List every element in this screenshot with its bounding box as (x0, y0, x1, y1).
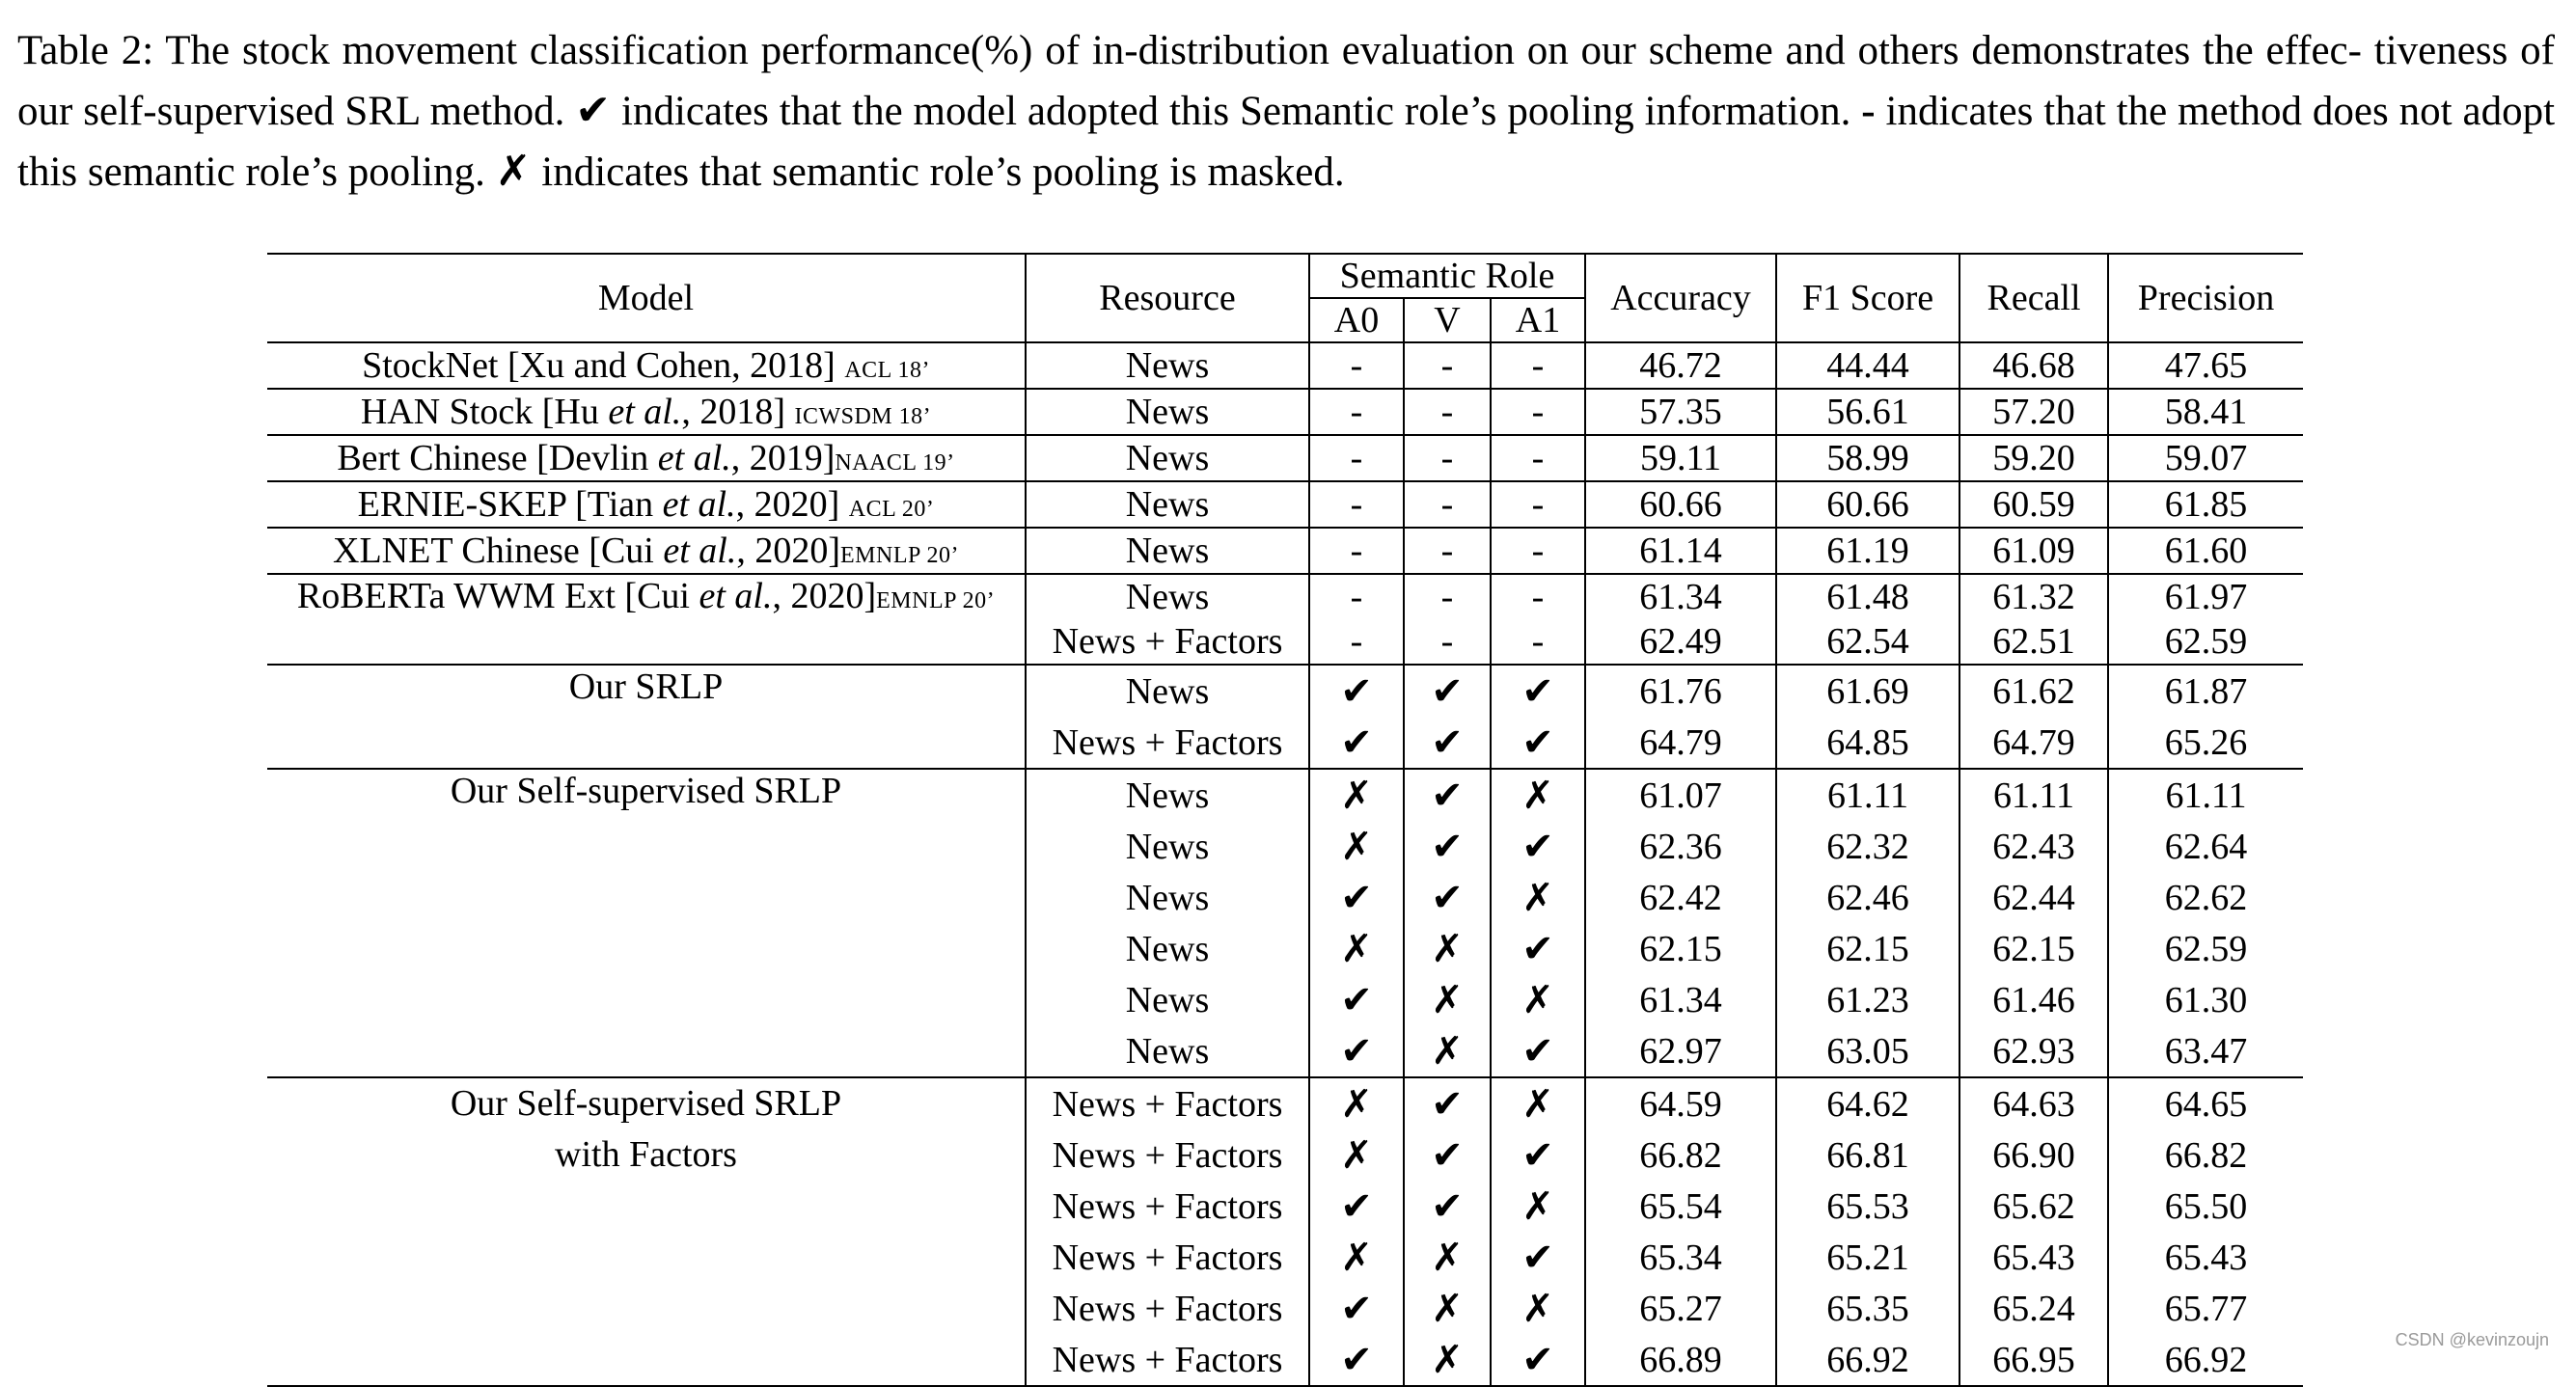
v-cell: - (1404, 619, 1491, 665)
v-cell: - (1404, 574, 1491, 619)
a0-cell: - (1309, 435, 1404, 481)
accuracy-cell: 61.14 (1585, 528, 1776, 574)
resource-cell: News (1026, 528, 1309, 574)
f1-cell: 65.21 (1776, 1232, 1959, 1283)
v-cell: ✔ (1404, 1181, 1491, 1232)
a1-cell: - (1491, 342, 1585, 389)
f1-cell: 58.99 (1776, 435, 1959, 481)
table-row (267, 389, 2303, 435)
f1-cell: 61.23 (1776, 974, 1959, 1025)
a1-cell: ✗ (1491, 872, 1585, 923)
header-precision: Precision (2108, 254, 2303, 342)
precision-cell: 64.65 (2108, 1077, 2303, 1129)
model-name: Our Self-supervised SRLP with Factors (267, 1077, 1026, 1386)
a1-cell: - (1491, 619, 1585, 665)
table-row (267, 481, 2303, 528)
accuracy-cell: 64.59 (1585, 1077, 1776, 1129)
a1-cell: ✗ (1491, 1283, 1585, 1334)
v-cell: ✗ (1404, 1232, 1491, 1283)
accuracy-cell: 62.42 (1585, 872, 1776, 923)
resource-cell: News (1026, 574, 1309, 619)
a1-cell: ✔ (1491, 1232, 1585, 1283)
a0-cell: ✔ (1309, 974, 1404, 1025)
accuracy-cell: 64.79 (1585, 717, 1776, 769)
resource-cell: News + Factors (1026, 1129, 1309, 1181)
a0-cell: ✗ (1309, 769, 1404, 821)
f1-cell: 62.54 (1776, 619, 1959, 665)
header-resource: Resource (1026, 254, 1309, 342)
header-semantic-role: Semantic Role (1309, 254, 1585, 298)
accuracy-cell: 57.35 (1585, 389, 1776, 435)
precision-cell: 61.85 (2108, 481, 2303, 528)
f1-cell: 62.46 (1776, 872, 1959, 923)
a1-cell: ✗ (1491, 1077, 1585, 1129)
recall-cell: 62.44 (1959, 872, 2108, 923)
recall-cell: 62.15 (1959, 923, 2108, 974)
recall-cell: 62.43 (1959, 821, 2108, 872)
accuracy-cell: 59.11 (1585, 435, 1776, 481)
f1-cell: 61.11 (1776, 769, 1959, 821)
precision-cell: 62.62 (2108, 872, 2303, 923)
model-name: StockNet [Xu and Cohen, 2018] ACL 18’ (267, 342, 1026, 389)
recall-cell: 62.51 (1959, 619, 2108, 665)
recall-cell: 61.46 (1959, 974, 2108, 1025)
table-row (267, 665, 2303, 717)
accuracy-cell: 62.49 (1585, 619, 1776, 665)
precision-cell: 65.43 (2108, 1232, 2303, 1283)
f1-cell: 61.48 (1776, 574, 1959, 619)
precision-cell: 62.59 (2108, 923, 2303, 974)
recall-cell: 61.32 (1959, 574, 2108, 619)
resource-cell: News (1026, 435, 1309, 481)
recall-cell: 65.24 (1959, 1283, 2108, 1334)
a0-cell: ✗ (1309, 923, 1404, 974)
precision-cell: 61.97 (2108, 574, 2303, 619)
a0-cell: ✔ (1309, 1181, 1404, 1232)
accuracy-cell: 46.72 (1585, 342, 1776, 389)
v-cell: ✔ (1404, 1077, 1491, 1129)
caption-text-1: Table 2: The stock movement classification performance(%) of in-distribution evaluation on our scheme and others demonstrates the effec- tiveness of our self-supervised SRL method. (17, 28, 2555, 134)
f1-cell: 64.62 (1776, 1077, 1959, 1129)
recall-cell: 61.62 (1959, 665, 2108, 717)
caption-text-2: indicates that the model adopted this Semantic role’s pooling information. (621, 89, 1851, 134)
a0-cell: ✔ (1309, 1283, 1404, 1334)
a1-cell: - (1491, 481, 1585, 528)
f1-cell: 56.61 (1776, 389, 1959, 435)
precision-cell: 61.87 (2108, 665, 2303, 717)
recall-cell: 61.09 (1959, 528, 2108, 574)
resource-cell: News (1026, 389, 1309, 435)
table-row (267, 435, 2303, 481)
accuracy-cell: 66.89 (1585, 1334, 1776, 1386)
recall-cell: 64.63 (1959, 1077, 2108, 1129)
caption-text-3: indicates that the method does not adopt this semantic role’s pooling. (17, 89, 2556, 195)
accuracy-cell: 66.82 (1585, 1129, 1776, 1181)
resource-cell: News (1026, 872, 1309, 923)
v-cell: ✗ (1404, 1334, 1491, 1386)
recall-cell: 46.68 (1959, 342, 2108, 389)
a1-cell: ✔ (1491, 821, 1585, 872)
resource-cell: News (1026, 1025, 1309, 1077)
a1-cell: ✔ (1491, 717, 1585, 769)
f1-cell: 62.15 (1776, 923, 1959, 974)
resource-cell: News + Factors (1026, 619, 1309, 665)
precision-cell: 65.77 (2108, 1283, 2303, 1334)
table-row (267, 574, 2303, 619)
header-a0: A0 (1309, 298, 1404, 342)
accuracy-cell: 65.34 (1585, 1232, 1776, 1283)
f1-cell: 65.35 (1776, 1283, 1959, 1334)
resource-cell: News + Factors (1026, 1181, 1309, 1232)
a0-cell: ✗ (1309, 1232, 1404, 1283)
v-cell: ✗ (1404, 1283, 1491, 1334)
recall-cell: 65.43 (1959, 1232, 2108, 1283)
header-accuracy: Accuracy (1585, 254, 1776, 342)
a0-cell: ✔ (1309, 872, 1404, 923)
a0-cell: ✔ (1309, 1025, 1404, 1077)
a0-cell: - (1309, 481, 1404, 528)
v-cell: ✔ (1404, 872, 1491, 923)
caption-text-4: indicates that semantic role’s pooling is masked. (541, 150, 1345, 195)
model-name: Our SRLP (267, 665, 1026, 769)
recall-cell: 66.95 (1959, 1334, 2108, 1386)
v-cell: ✗ (1404, 974, 1491, 1025)
model-name: RoBERTa WWM Ext [Cui et al., 2020]EMNLP 20’ (267, 574, 1026, 665)
accuracy-cell: 61.07 (1585, 769, 1776, 821)
resource-cell: News (1026, 923, 1309, 974)
check-icon: ✔ (575, 86, 612, 135)
precision-cell: 66.92 (2108, 1334, 2303, 1386)
resource-cell: News (1026, 665, 1309, 717)
a0-cell: ✗ (1309, 821, 1404, 872)
a1-cell: ✔ (1491, 923, 1585, 974)
v-cell: ✗ (1404, 1025, 1491, 1077)
table-row (267, 1077, 2303, 1129)
a1-cell: ✗ (1491, 1181, 1585, 1232)
precision-cell: 65.50 (2108, 1181, 2303, 1232)
header-row (267, 254, 2303, 298)
resource-cell: News (1026, 342, 1309, 389)
f1-cell: 65.53 (1776, 1181, 1959, 1232)
a1-cell: ✔ (1491, 665, 1585, 717)
precision-cell: 47.65 (2108, 342, 2303, 389)
f1-cell: 64.85 (1776, 717, 1959, 769)
model-name: Our Self-supervised SRLP (267, 769, 1026, 1077)
cross-icon: ✗ (495, 147, 532, 196)
resource-cell: News + Factors (1026, 1334, 1309, 1386)
a0-cell: ✔ (1309, 665, 1404, 717)
f1-cell: 66.92 (1776, 1334, 1959, 1386)
v-cell: - (1404, 342, 1491, 389)
recall-cell: 59.20 (1959, 435, 2108, 481)
a0-cell: - (1309, 574, 1404, 619)
precision-cell: 63.47 (2108, 1025, 2303, 1077)
v-cell: - (1404, 528, 1491, 574)
recall-cell: 66.90 (1959, 1129, 2108, 1181)
f1-cell: 61.19 (1776, 528, 1959, 574)
precision-cell: 61.60 (2108, 528, 2303, 574)
header-recall: Recall (1959, 254, 2108, 342)
accuracy-cell: 61.34 (1585, 974, 1776, 1025)
f1-cell: 66.81 (1776, 1129, 1959, 1181)
a1-cell: - (1491, 574, 1585, 619)
precision-cell: 59.07 (2108, 435, 2303, 481)
a1-cell: ✗ (1491, 974, 1585, 1025)
v-cell: - (1404, 435, 1491, 481)
accuracy-cell: 65.27 (1585, 1283, 1776, 1334)
a0-cell: - (1309, 619, 1404, 665)
model-name: ERNIE-SKEP [Tian et al., 2020] ACL 20’ (267, 481, 1026, 528)
watermark: CSDN @kevinzoujn (2395, 1330, 2549, 1349)
recall-cell: 57.20 (1959, 389, 2108, 435)
v-cell: ✔ (1404, 665, 1491, 717)
a1-cell: ✔ (1491, 1129, 1585, 1181)
a1-cell: - (1491, 528, 1585, 574)
a1-cell: ✔ (1491, 1025, 1585, 1077)
accuracy-cell: 65.54 (1585, 1181, 1776, 1232)
precision-cell: 61.30 (2108, 974, 2303, 1025)
a0-cell: - (1309, 342, 1404, 389)
v-cell: ✔ (1404, 821, 1491, 872)
v-cell: ✗ (1404, 923, 1491, 974)
accuracy-cell: 61.34 (1585, 574, 1776, 619)
a1-cell: ✔ (1491, 1334, 1585, 1386)
a1-cell: - (1491, 435, 1585, 481)
table-row (267, 769, 2303, 821)
resource-cell: News + Factors (1026, 717, 1309, 769)
recall-cell: 62.93 (1959, 1025, 2108, 1077)
header-model: Model (267, 254, 1026, 342)
precision-cell: 65.26 (2108, 717, 2303, 769)
precision-cell: 58.41 (2108, 389, 2303, 435)
f1-cell: 63.05 (1776, 1025, 1959, 1077)
accuracy-cell: 62.97 (1585, 1025, 1776, 1077)
f1-cell: 61.69 (1776, 665, 1959, 717)
a0-cell: ✗ (1309, 1129, 1404, 1181)
header-v: V (1404, 298, 1491, 342)
table-row (267, 528, 2303, 574)
resource-cell: News + Factors (1026, 1232, 1309, 1283)
precision-cell: 62.64 (2108, 821, 2303, 872)
recall-cell: 64.79 (1959, 717, 2108, 769)
v-cell: ✔ (1404, 769, 1491, 821)
accuracy-cell: 61.76 (1585, 665, 1776, 717)
resource-cell: News + Factors (1026, 1283, 1309, 1334)
model-name: HAN Stock [Hu et al., 2018] ICWSDM 18’ (267, 389, 1026, 435)
table-caption (17, 21, 2555, 203)
f1-cell: 62.32 (1776, 821, 1959, 872)
a0-cell: ✔ (1309, 1334, 1404, 1386)
resource-cell: News (1026, 481, 1309, 528)
resource-cell: News (1026, 974, 1309, 1025)
a0-cell: ✔ (1309, 717, 1404, 769)
resource-cell: News (1026, 769, 1309, 821)
a0-cell: ✗ (1309, 1077, 1404, 1129)
a1-cell: - (1491, 389, 1585, 435)
header-f1: F1 Score (1776, 254, 1959, 342)
a0-cell: - (1309, 528, 1404, 574)
f1-cell: 60.66 (1776, 481, 1959, 528)
v-cell: - (1404, 481, 1491, 528)
model-name: Bert Chinese [Devlin et al., 2019]NAACL 19’ (267, 435, 1026, 481)
precision-cell: 61.11 (2108, 769, 2303, 821)
precision-cell: 66.82 (2108, 1129, 2303, 1181)
precision-cell: 62.59 (2108, 619, 2303, 665)
resource-cell: News (1026, 821, 1309, 872)
a1-cell: ✗ (1491, 769, 1585, 821)
f1-cell: 44.44 (1776, 342, 1959, 389)
v-cell: - (1404, 389, 1491, 435)
v-cell: ✔ (1404, 1129, 1491, 1181)
resource-cell: News + Factors (1026, 1077, 1309, 1129)
recall-cell: 60.59 (1959, 481, 2108, 528)
recall-cell: 65.62 (1959, 1181, 2108, 1232)
accuracy-cell: 62.36 (1585, 821, 1776, 872)
accuracy-cell: 60.66 (1585, 481, 1776, 528)
dash-icon: - (1861, 89, 1876, 134)
a0-cell: - (1309, 389, 1404, 435)
table-row (267, 342, 2303, 389)
results-table (267, 253, 2303, 1387)
model-name: XLNET Chinese [Cui et al., 2020]EMNLP 20’ (267, 528, 1026, 574)
v-cell: ✔ (1404, 717, 1491, 769)
recall-cell: 61.11 (1959, 769, 2108, 821)
accuracy-cell: 62.15 (1585, 923, 1776, 974)
header-a1: A1 (1491, 298, 1585, 342)
